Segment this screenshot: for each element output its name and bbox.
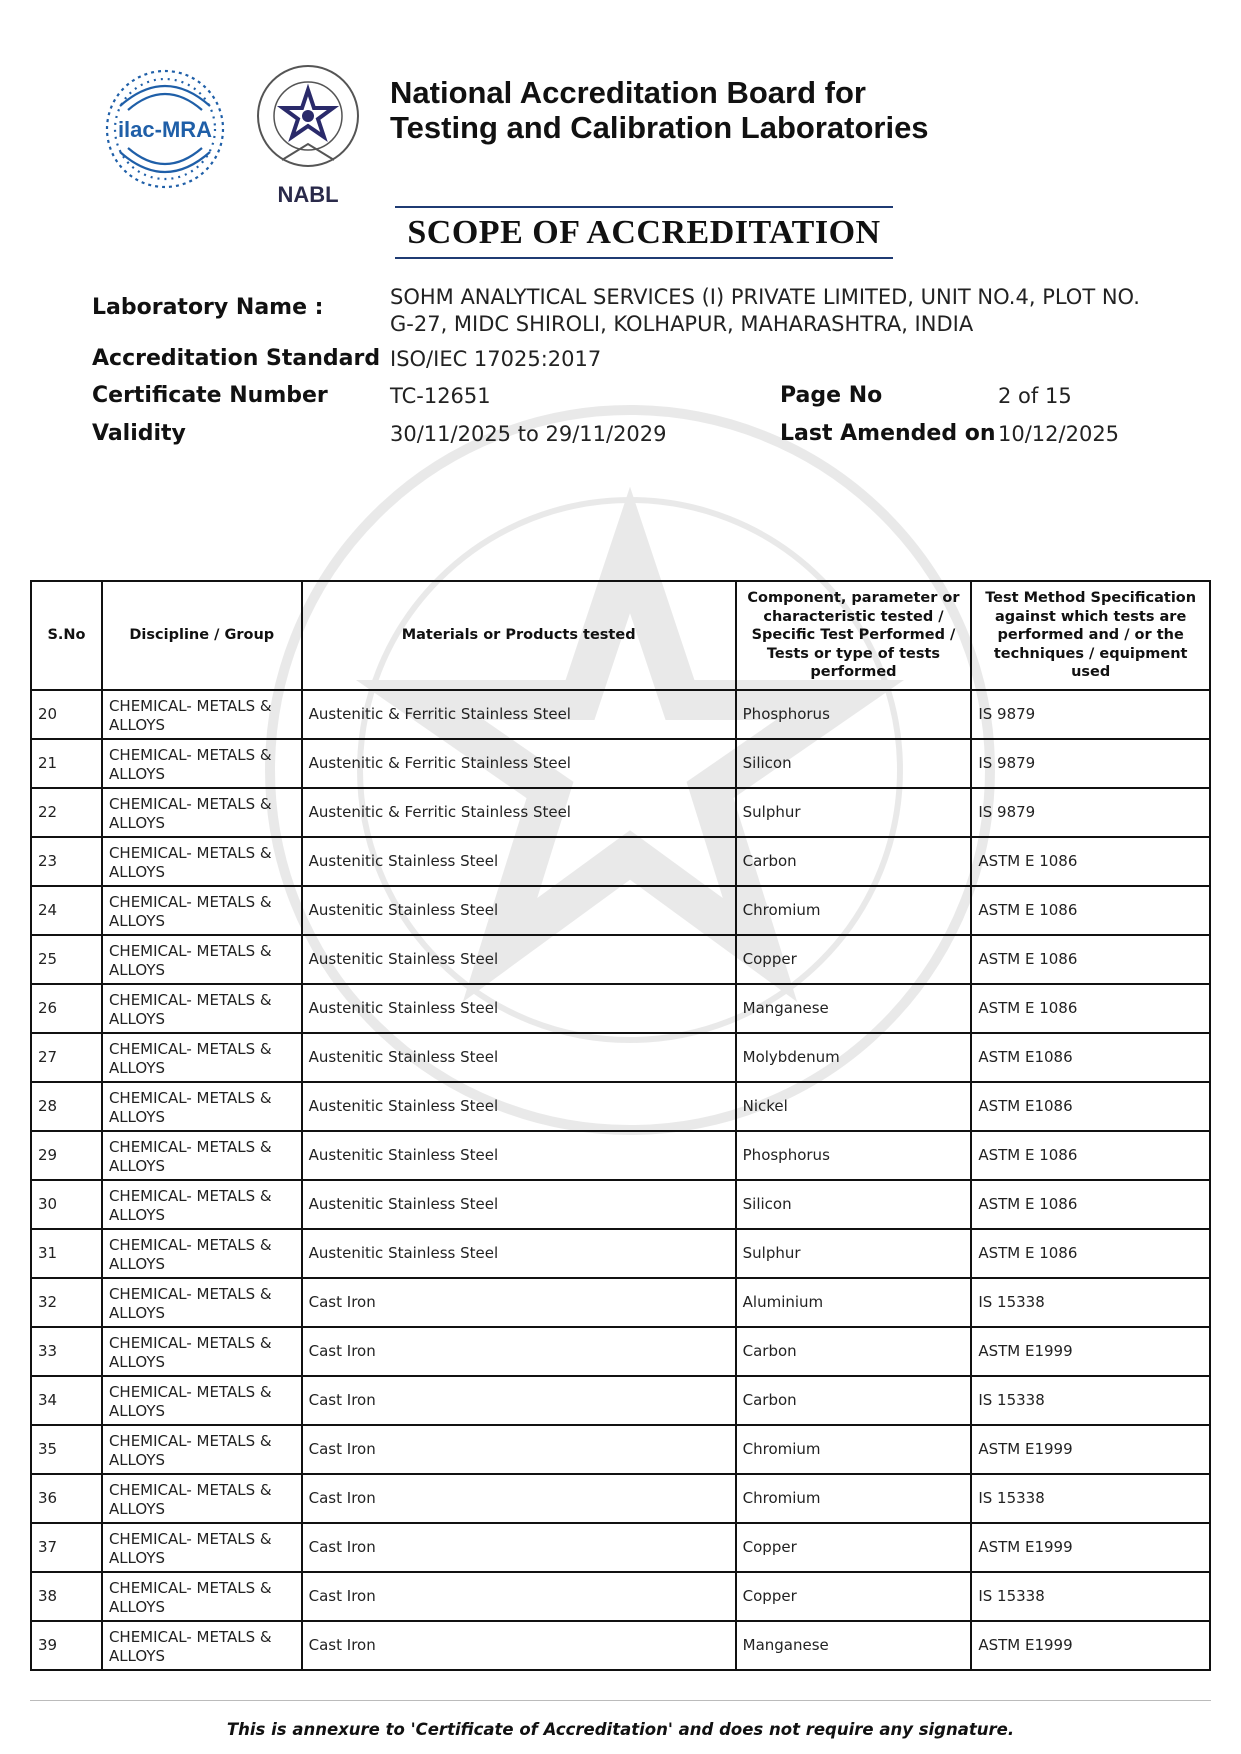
cell-method: ASTM E1086: [971, 1082, 1210, 1131]
validity-value: 30/11/2025 to 29/11/2029: [390, 422, 667, 446]
table-row: [31, 1572, 1210, 1621]
table-row: [31, 1621, 1210, 1670]
cell-material: Austenitic & Ferritic Stainless Steel: [302, 739, 736, 788]
table-header-row: [31, 581, 1210, 690]
table-row: [31, 837, 1210, 886]
page-value: 2 of 15: [998, 384, 1072, 408]
cell-component: Nickel: [736, 1082, 972, 1131]
cell-method: ASTM E 1086: [971, 1229, 1210, 1278]
cell-method: IS 9879: [971, 739, 1210, 788]
cell-sno: 33: [31, 1327, 102, 1376]
cell-discipline: CHEMICAL- METALS & ALLOYS: [102, 1082, 302, 1131]
cell-discipline: CHEMICAL- METALS & ALLOYS: [102, 1180, 302, 1229]
table-body: [31, 690, 1210, 1670]
cell-component: Manganese: [736, 1621, 972, 1670]
cell-material: Austenitic Stainless Steel: [302, 1131, 736, 1180]
lab-name-value: SOHM ANALYTICAL SERVICES (I) PRIVATE LIMITED, UNIT NO.4, PLOT NO. G-27, MIDC SHIROLI, KOLHAPUR, MAHARASHTRA, INDIA: [390, 285, 1140, 336]
board-title-line1: National Accreditation Board for: [390, 75, 866, 110]
board-title: [390, 75, 929, 145]
cell-component: Carbon: [736, 1376, 972, 1425]
table-row: [31, 690, 1210, 739]
nabl-logo-icon: [252, 60, 364, 210]
cell-material: Cast Iron: [302, 1376, 736, 1425]
cell-sno: 24: [31, 886, 102, 935]
cell-method: ASTM E 1086: [971, 1180, 1210, 1229]
table-row: [31, 1425, 1210, 1474]
cell-material: Austenitic & Ferritic Stainless Steel: [302, 690, 736, 739]
table-row: [31, 788, 1210, 837]
header-discipline: Discipline / Group: [102, 581, 302, 690]
table-row: [31, 1523, 1210, 1572]
cell-material: Cast Iron: [302, 1523, 736, 1572]
cell-method: ASTM E 1086: [971, 1131, 1210, 1180]
cell-sno: 26: [31, 984, 102, 1033]
cell-discipline: CHEMICAL- METALS & ALLOYS: [102, 886, 302, 935]
table-row: [31, 935, 1210, 984]
cell-material: Cast Iron: [302, 1474, 736, 1523]
cell-component: Chromium: [736, 1425, 972, 1474]
standard-value: ISO/IEC 17025:2017: [390, 347, 602, 371]
cell-method: ASTM E 1086: [971, 886, 1210, 935]
certificate-label: Certificate Number: [92, 383, 328, 408]
cell-discipline: CHEMICAL- METALS & ALLOYS: [102, 739, 302, 788]
cell-component: Copper: [736, 1523, 972, 1572]
cell-sno: 31: [31, 1229, 102, 1278]
cell-discipline: CHEMICAL- METALS & ALLOYS: [102, 1572, 302, 1621]
cell-sno: 38: [31, 1572, 102, 1621]
cell-sno: 34: [31, 1376, 102, 1425]
cell-component: Silicon: [736, 739, 972, 788]
table-row: [31, 1278, 1210, 1327]
cell-component: Sulphur: [736, 1229, 972, 1278]
table-row: [31, 886, 1210, 935]
cell-sno: 20: [31, 690, 102, 739]
cell-method: ASTM E1086: [971, 1033, 1210, 1082]
cell-discipline: CHEMICAL- METALS & ALLOYS: [102, 690, 302, 739]
table-row: [31, 1180, 1210, 1229]
cell-material: Austenitic Stainless Steel: [302, 1180, 736, 1229]
cell-sno: 27: [31, 1033, 102, 1082]
table-row: [31, 739, 1210, 788]
cell-component: Silicon: [736, 1180, 972, 1229]
cell-discipline: CHEMICAL- METALS & ALLOYS: [102, 1229, 302, 1278]
cell-sno: 37: [31, 1523, 102, 1572]
cell-sno: 32: [31, 1278, 102, 1327]
scope-title: SCOPE OF ACCREDITATION: [395, 206, 893, 259]
cell-method: IS 15338: [971, 1278, 1210, 1327]
table-row: [31, 1474, 1210, 1523]
cell-discipline: CHEMICAL- METALS & ALLOYS: [102, 1425, 302, 1474]
nabl-logo-text: NABL: [277, 182, 339, 207]
standard-label: Accreditation Standard: [92, 346, 381, 371]
cell-material: Cast Iron: [302, 1621, 736, 1670]
cell-method: ASTM E1999: [971, 1523, 1210, 1572]
cell-method: ASTM E 1086: [971, 984, 1210, 1033]
table-row: [31, 1327, 1210, 1376]
header-method: Test Method Specification against which tests are performed and / or the techniques / equipment used: [971, 581, 1210, 690]
header-sno: S.No: [31, 581, 102, 690]
cell-method: IS 15338: [971, 1376, 1210, 1425]
cell-material: Austenitic & Ferritic Stainless Steel: [302, 788, 736, 837]
cell-discipline: CHEMICAL- METALS & ALLOYS: [102, 1033, 302, 1082]
cell-method: ASTM E1999: [971, 1327, 1210, 1376]
cell-material: Austenitic Stainless Steel: [302, 886, 736, 935]
cell-component: Molybdenum: [736, 1033, 972, 1082]
amended-value: 10/12/2025: [998, 422, 1120, 446]
cell-component: Chromium: [736, 886, 972, 935]
cell-component: Phosphorus: [736, 690, 972, 739]
lab-name-label: Laboratory Name :: [92, 295, 324, 320]
page-label: Page No: [780, 383, 883, 408]
cell-component: Copper: [736, 1572, 972, 1621]
cell-discipline: CHEMICAL- METALS & ALLOYS: [102, 1278, 302, 1327]
cell-sno: 30: [31, 1180, 102, 1229]
scope-table: [30, 580, 1211, 1671]
cell-component: Carbon: [736, 1327, 972, 1376]
cell-method: ASTM E1999: [971, 1425, 1210, 1474]
cell-component: Phosphorus: [736, 1131, 972, 1180]
table-row: [31, 1082, 1210, 1131]
certificate-value: TC-12651: [390, 384, 491, 408]
cell-discipline: CHEMICAL- METALS & ALLOYS: [102, 788, 302, 837]
cell-method: IS 15338: [971, 1572, 1210, 1621]
cell-method: IS 15338: [971, 1474, 1210, 1523]
cell-method: ASTM E1999: [971, 1621, 1210, 1670]
board-title-line2: Testing and Calibration Laboratories: [390, 110, 929, 145]
ilac-logo-text: ilac-MRA: [117, 117, 213, 142]
cell-discipline: CHEMICAL- METALS & ALLOYS: [102, 1327, 302, 1376]
table-row: [31, 1033, 1210, 1082]
validity-label: Validity: [92, 421, 186, 446]
cell-sno: 36: [31, 1474, 102, 1523]
cell-discipline: CHEMICAL- METALS & ALLOYS: [102, 1474, 302, 1523]
ilac-mra-logo-icon: [100, 66, 230, 192]
cell-component: Chromium: [736, 1474, 972, 1523]
cell-component: Carbon: [736, 837, 972, 886]
cell-sno: 35: [31, 1425, 102, 1474]
amended-label: Last Amended on: [780, 421, 996, 446]
cell-discipline: CHEMICAL- METALS & ALLOYS: [102, 1131, 302, 1180]
cell-component: Aluminium: [736, 1278, 972, 1327]
cell-sno: 22: [31, 788, 102, 837]
cell-method: ASTM E 1086: [971, 837, 1210, 886]
cell-component: Manganese: [736, 984, 972, 1033]
cell-discipline: CHEMICAL- METALS & ALLOYS: [102, 1523, 302, 1572]
cell-material: Cast Iron: [302, 1425, 736, 1474]
cell-discipline: CHEMICAL- METALS & ALLOYS: [102, 1621, 302, 1670]
cell-discipline: CHEMICAL- METALS & ALLOYS: [102, 984, 302, 1033]
cell-discipline: CHEMICAL- METALS & ALLOYS: [102, 1376, 302, 1425]
table-row: [31, 1376, 1210, 1425]
cell-sno: 23: [31, 837, 102, 886]
cell-component: Sulphur: [736, 788, 972, 837]
footer-note: This is annexure to 'Certificate of Accreditation' and does not require any signature.: [226, 1720, 1015, 1739]
cell-material: Austenitic Stainless Steel: [302, 837, 736, 886]
cell-discipline: CHEMICAL- METALS & ALLOYS: [102, 837, 302, 886]
cell-material: Austenitic Stainless Steel: [302, 1229, 736, 1278]
cell-material: Cast Iron: [302, 1572, 736, 1621]
cell-sno: 28: [31, 1082, 102, 1131]
cell-material: Austenitic Stainless Steel: [302, 935, 736, 984]
cell-material: Austenitic Stainless Steel: [302, 1033, 736, 1082]
cell-discipline: CHEMICAL- METALS & ALLOYS: [102, 935, 302, 984]
cell-method: ASTM E 1086: [971, 935, 1210, 984]
cell-sno: 39: [31, 1621, 102, 1670]
cell-method: IS 9879: [971, 788, 1210, 837]
header-materials: Materials or Products tested: [302, 581, 736, 690]
cell-method: IS 9879: [971, 690, 1210, 739]
table-row: [31, 984, 1210, 1033]
cell-material: Austenitic Stainless Steel: [302, 984, 736, 1033]
table-row: [31, 1229, 1210, 1278]
cell-material: Cast Iron: [302, 1327, 736, 1376]
cell-sno: 29: [31, 1131, 102, 1180]
header-component: Component, parameter or characteristic tested / Specific Test Performed / Tests or type of tests performed: [736, 581, 972, 690]
cell-sno: 25: [31, 935, 102, 984]
cell-material: Austenitic Stainless Steel: [302, 1082, 736, 1131]
cell-component: Copper: [736, 935, 972, 984]
cell-sno: 21: [31, 739, 102, 788]
table-row: [31, 1131, 1210, 1180]
footer-divider: [30, 1700, 1211, 1701]
cell-material: Cast Iron: [302, 1278, 736, 1327]
